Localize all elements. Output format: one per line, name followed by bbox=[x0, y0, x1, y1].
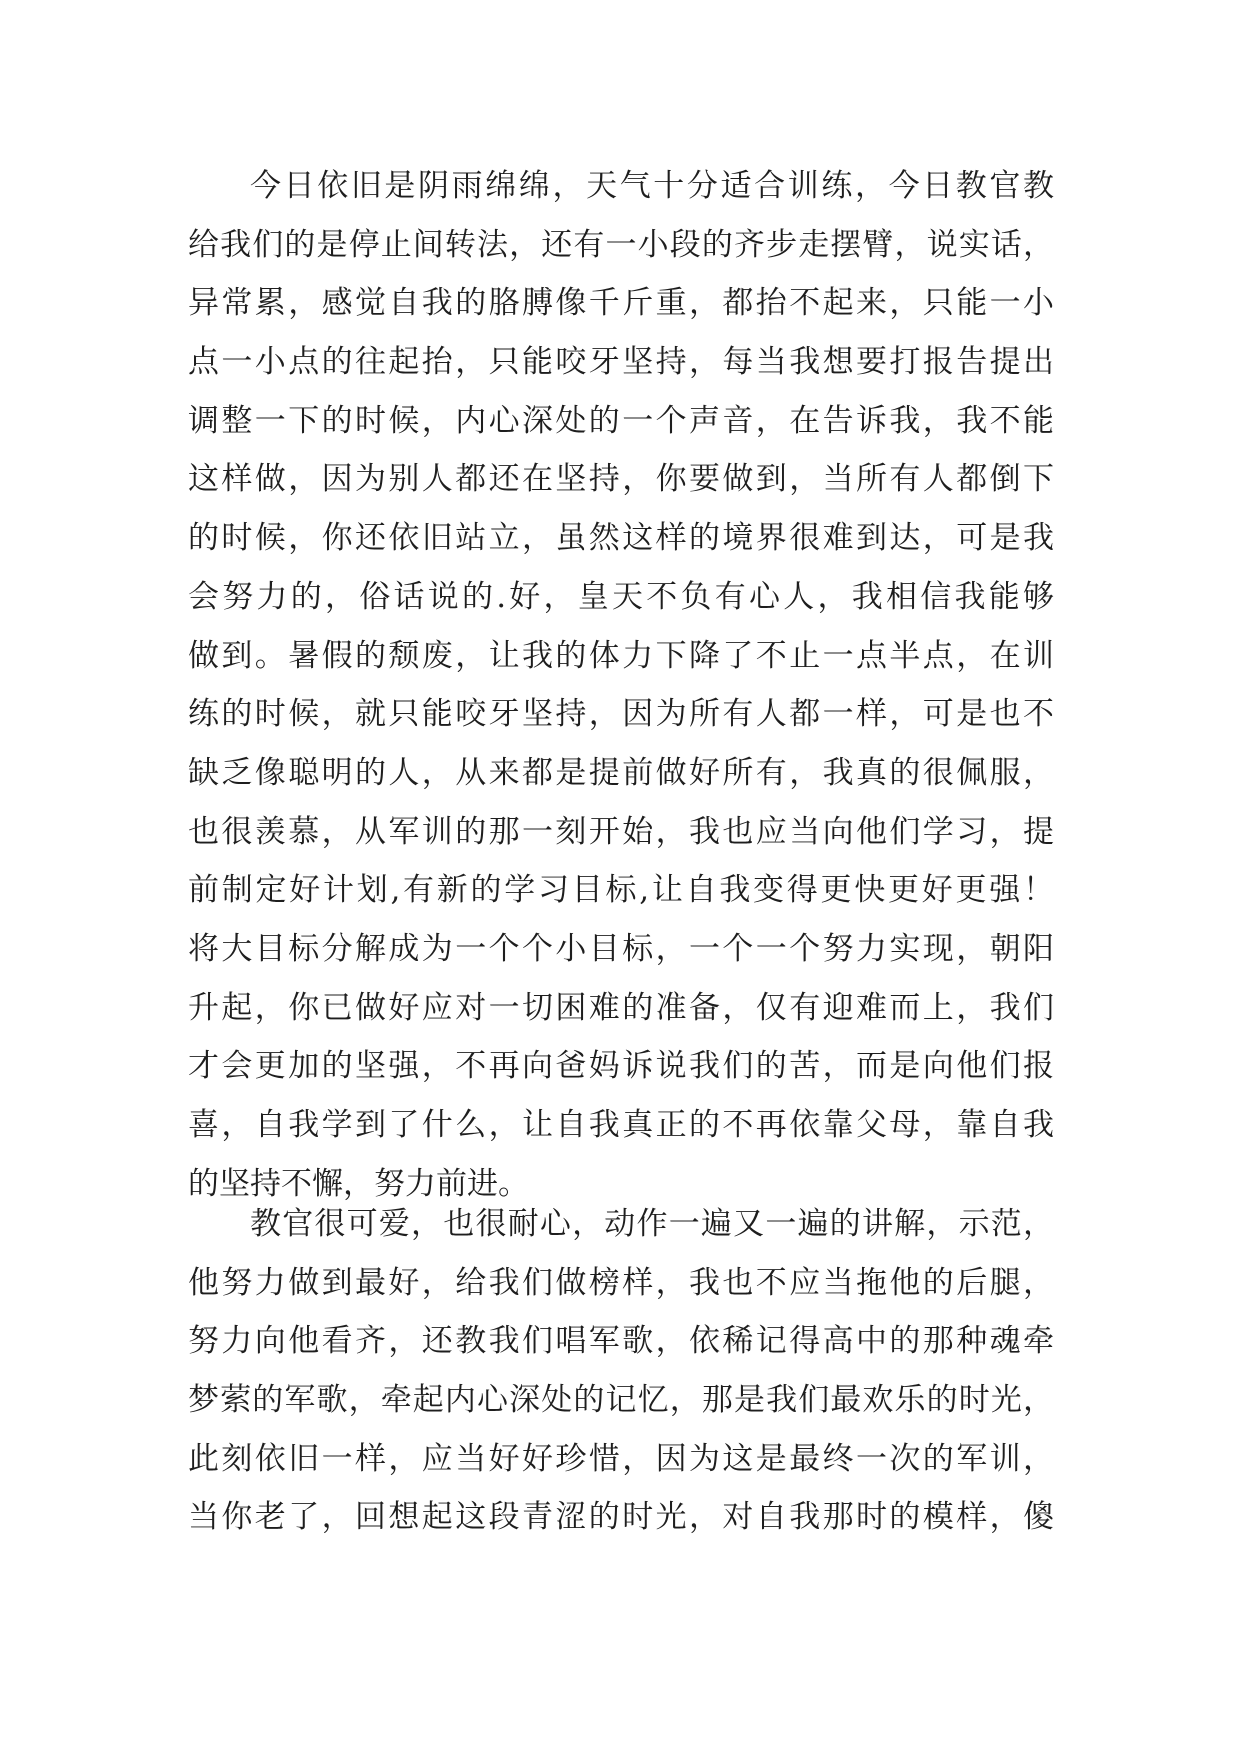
paragraph-2 bbox=[188, 1195, 1054, 1547]
paragraph-line: 梦萦的军歌，牵起内心深处的记忆，那是我们最欢乐的时光， bbox=[188, 1382, 1054, 1419]
paragraph-line: 前制定好计划,有新的学习目标,让自我变得更快更好更强！ bbox=[188, 872, 1054, 909]
paragraph-line: 会努力的，俗话说的.好，皇天不负有心人，我相信我能够 bbox=[188, 578, 1054, 615]
paragraph-line: 才会更加的坚强，不再向爸妈诉说我们的苦，而是向他们报 bbox=[188, 1048, 1054, 1085]
paragraph-line: 喜，自我学到了什么，让自我真正的不再依靠父母，靠自我 bbox=[188, 1107, 1054, 1143]
paragraph-line: 的时候，你还依旧站立，虽然这样的境界很难到达，可是我 bbox=[188, 520, 1054, 557]
paragraph-line: 今日依旧是阴雨绵绵，天气十分适合训练，今日教官教 bbox=[250, 168, 1054, 204]
paragraph-line: 给我们的是停止间转法，还有一小段的齐步走摆臂，说实话， bbox=[188, 226, 1054, 263]
paragraph-line: 他努力做到最好，给我们做榜样，我也不应当拖他的后腿， bbox=[188, 1264, 1054, 1301]
paragraph-1 bbox=[188, 157, 1054, 1213]
paragraph-line: 这样做，因为别人都还在坚持，你要做到，当所有人都倒下 bbox=[188, 461, 1054, 498]
paragraph-line: 升起，你已做好应对一切困难的准备，仅有迎难而上，我们 bbox=[188, 989, 1054, 1026]
paragraph-line: 将大目标分解成为一个个小目标，一个一个努力实现，朝阳 bbox=[188, 930, 1054, 967]
paragraph-line: 此刻依旧一样，应当好好珍惜，因为这是最终一次的军训， bbox=[188, 1440, 1054, 1477]
paragraph-line: 当你老了，回想起这段青涩的时光，对自我那时的模样，傻 bbox=[188, 1499, 1054, 1536]
paragraph-line: 点一小点的往起抬，只能咬牙坚持，每当我想要打报告提出 bbox=[188, 344, 1054, 381]
paragraph-line: 的坚持不懈，努力前进。 bbox=[188, 1165, 529, 1202]
paragraph-line: 努力向他看齐，还教我们唱军歌，依稀记得高中的那种魂牵 bbox=[188, 1323, 1054, 1360]
paragraph-line: 做到。暑假的颓废，让我的体力下降了不止一点半点，在训 bbox=[188, 637, 1054, 674]
paragraph-line: 也很羡慕，从军训的那一刻开始，我也应当向他们学习，提 bbox=[188, 813, 1054, 850]
paragraph-line: 缺乏像聪明的人，从来都是提前做好所有，我真的很佩服， bbox=[188, 754, 1054, 791]
paragraph-line: 异常累，感觉自我的胳膊像千斤重，都抬不起来，只能一小 bbox=[188, 285, 1054, 322]
paragraph-line: 教官很可爱，也很耐心，动作一遍又一遍的讲解，示范， bbox=[250, 1206, 1054, 1242]
paragraph-line: 调整一下的时候，内心深处的一个声音，在告诉我，我不能 bbox=[188, 402, 1054, 439]
paragraph-line: 练的时候，就只能咬牙坚持，因为所有人都一样，可是也不 bbox=[188, 696, 1054, 733]
